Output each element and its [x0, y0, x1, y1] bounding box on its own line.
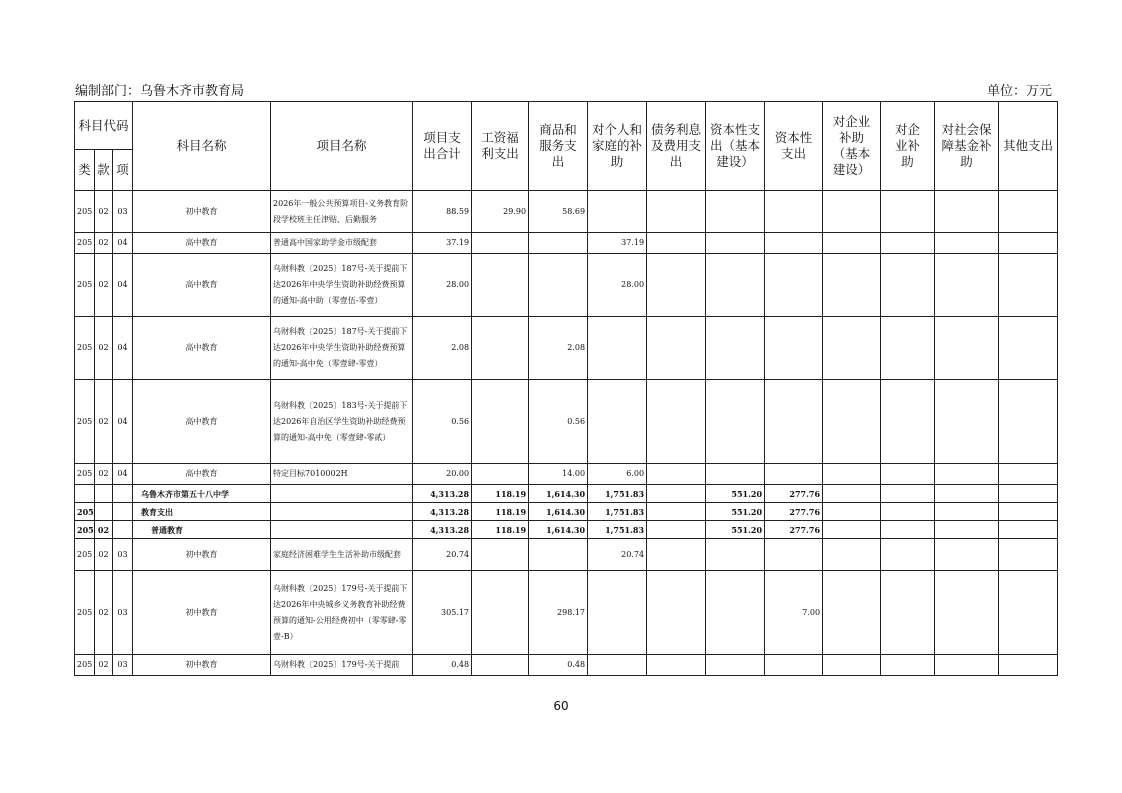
other-header: 其他支出 [999, 102, 1058, 191]
cell-amount-c5 [647, 191, 706, 233]
cell-xiang [113, 503, 133, 521]
cell-amount-c8 [823, 317, 881, 380]
cell-amount-c6 [706, 317, 765, 380]
cell-amount-c5 [647, 521, 706, 539]
cell-amount-c4: 20.74 [588, 539, 647, 571]
cell-amount-c6 [706, 233, 765, 254]
social-security-header: 对社会保障基金补助 [935, 102, 999, 191]
cell-amount-c3: 0.48 [529, 655, 588, 676]
subject-name-header: 科目名称 [133, 102, 271, 191]
cell-xiang: 03 [113, 191, 133, 233]
cell-amount-c10 [935, 571, 999, 655]
cell-amount-c10 [935, 233, 999, 254]
cell-lei: 205 [75, 521, 95, 539]
cell-amount-c4 [588, 317, 647, 380]
cell-lei: 205 [75, 191, 95, 233]
cell-lei: 205 [75, 539, 95, 571]
cell-project-name: 家庭经济困难学生生活补助市级配套 [271, 539, 413, 571]
cell-xiang: 04 [113, 380, 133, 464]
cell-amount-c1: 20.00 [413, 464, 472, 485]
cell-amount-c9 [881, 191, 935, 233]
cell-amount-c11 [999, 191, 1058, 233]
cell-amount-c2: 118.19 [472, 485, 529, 503]
cell-amount-c2 [472, 254, 529, 317]
cell-amount-c1: 0.56 [413, 380, 472, 464]
cell-amount-c11 [999, 380, 1058, 464]
cell-amount-c11 [999, 464, 1058, 485]
cell-subject-name: 普通教育 [133, 521, 271, 539]
capital-construction-header: 资本性支出（基本建设） [706, 102, 765, 191]
kuan-header: 款 [95, 150, 113, 191]
cell-amount-c8 [823, 233, 881, 254]
cell-amount-c3: 2.08 [529, 317, 588, 380]
cell-amount-c3: 1,614.30 [529, 521, 588, 539]
cell-kuan: 02 [95, 380, 113, 464]
cell-amount-c9 [881, 539, 935, 571]
cell-amount-c2: 118.19 [472, 521, 529, 539]
cell-amount-c7 [765, 380, 823, 464]
cell-project-name: 普通高中国家助学金市级配套 [271, 233, 413, 254]
cell-amount-c2 [472, 233, 529, 254]
cell-amount-c7: 277.76 [765, 485, 823, 503]
cell-amount-c10 [935, 539, 999, 571]
cell-amount-c8 [823, 254, 881, 317]
cell-amount-c4: 1,751.83 [588, 521, 647, 539]
cell-amount-c3: 1,614.30 [529, 503, 588, 521]
cell-amount-c11 [999, 571, 1058, 655]
compiling-department: 编制部门：乌鲁木齐市教育局 [75, 84, 245, 99]
cell-amount-c5 [647, 485, 706, 503]
cell-amount-c6: 551.20 [706, 485, 765, 503]
cell-amount-c6 [706, 254, 765, 317]
cell-amount-c8 [823, 655, 881, 676]
cell-amount-c10 [935, 464, 999, 485]
cell-amount-c1: 37.19 [413, 233, 472, 254]
cell-subject-name: 教育支出 [133, 503, 271, 521]
summary-row [75, 521, 1058, 539]
cell-amount-c5 [647, 655, 706, 676]
cell-project-name: 乌财科教〔2025〕183号-关于提前下达2026年自治区学生资助补助经费预算的通知-高中免（零壹肆-零贰） [271, 380, 413, 464]
cell-kuan: 02 [95, 571, 113, 655]
cell-amount-c3: 298.17 [529, 571, 588, 655]
cell-amount-c10 [935, 191, 999, 233]
cell-amount-c9 [881, 464, 935, 485]
cell-amount-c10 [935, 317, 999, 380]
table-row [75, 254, 1058, 317]
cell-amount-c11 [999, 233, 1058, 254]
cell-amount-c8 [823, 539, 881, 571]
cell-amount-c5 [647, 464, 706, 485]
cell-amount-c11 [999, 539, 1058, 571]
cell-project-name: 乌财科教〔2025〕179号-关于提前下达2026年中央城乡义务教育补助经费预算的通知-公用经费初中（零零肆-零壹-B） [271, 571, 413, 655]
cell-subject-name: 高中教育 [133, 464, 271, 485]
cell-amount-c4: 37.19 [588, 233, 647, 254]
cell-project-name: 乌财科教〔2025〕187号-关于提前下达2026年中央学生资助补助经费预算的通知-高中助（零壹伍-零壹） [271, 254, 413, 317]
table-row [75, 571, 1058, 655]
cell-amount-c3: 14.00 [529, 464, 588, 485]
xiang-header: 项 [113, 150, 133, 191]
cell-amount-c9 [881, 254, 935, 317]
cell-project-name [271, 521, 413, 539]
cell-subject-name: 初中教育 [133, 655, 271, 676]
cell-amount-c5 [647, 233, 706, 254]
cell-amount-c9 [881, 521, 935, 539]
table-row [75, 233, 1058, 254]
cell-amount-c11 [999, 317, 1058, 380]
cell-project-name [271, 503, 413, 521]
cell-amount-c4 [588, 655, 647, 676]
project-name-header: 项目名称 [271, 102, 413, 191]
cell-amount-c2: 118.19 [472, 503, 529, 521]
cell-amount-c7 [765, 233, 823, 254]
cell-amount-c8 [823, 191, 881, 233]
cell-amount-c1: 88.59 [413, 191, 472, 233]
cell-amount-c4: 1,751.83 [588, 485, 647, 503]
cell-amount-c7: 7.00 [765, 571, 823, 655]
cell-amount-c4: 1,751.83 [588, 503, 647, 521]
cell-xiang: 04 [113, 464, 133, 485]
cell-amount-c10 [935, 655, 999, 676]
cell-amount-c3 [529, 254, 588, 317]
goods-services-header: 商品和服务支出 [529, 102, 588, 191]
cell-xiang: 04 [113, 317, 133, 380]
cell-amount-c8 [823, 380, 881, 464]
cell-amount-c2 [472, 380, 529, 464]
cell-xiang: 03 [113, 571, 133, 655]
cell-amount-c11 [999, 521, 1058, 539]
cell-project-name: 乌财科教〔2025〕187号-关于提前下达2026年中央学生资助补助经费预算的通知-高中免（零壹肆-零壹） [271, 317, 413, 380]
cell-amount-c2: 29.90 [472, 191, 529, 233]
table-row [75, 317, 1058, 380]
cell-amount-c2 [472, 539, 529, 571]
cell-amount-c11 [999, 485, 1058, 503]
enterprise-subsidy-header: 对企业补助 [881, 102, 935, 191]
cell-amount-c5 [647, 317, 706, 380]
cell-amount-c7: 277.76 [765, 521, 823, 539]
cell-amount-c7 [765, 539, 823, 571]
cell-lei: 205 [75, 464, 95, 485]
cell-amount-c9 [881, 503, 935, 521]
cell-subject-name: 乌鲁木齐市第五十八中学 [133, 485, 271, 503]
debt-interest-header: 债务利息及费用支出 [647, 102, 706, 191]
cell-amount-c6 [706, 655, 765, 676]
cell-project-name: 特定目标7010002H [271, 464, 413, 485]
cell-subject-name: 初中教育 [133, 571, 271, 655]
cell-amount-c9 [881, 485, 935, 503]
cell-kuan: 02 [95, 521, 113, 539]
cell-amount-c7 [765, 191, 823, 233]
cell-amount-c4: 28.00 [588, 254, 647, 317]
cell-amount-c10 [935, 521, 999, 539]
cell-amount-c9 [881, 571, 935, 655]
cell-amount-c1: 4,313.28 [413, 521, 472, 539]
cell-amount-c10 [935, 503, 999, 521]
cell-amount-c9 [881, 317, 935, 380]
cell-amount-c9 [881, 380, 935, 464]
cell-amount-c11 [999, 503, 1058, 521]
table-row [75, 380, 1058, 464]
cell-kuan: 02 [95, 464, 113, 485]
enterprise-construction-header: 对企业补助（基本建设） [823, 102, 881, 191]
budget-table [74, 101, 1058, 676]
cell-project-name [271, 485, 413, 503]
cell-amount-c6 [706, 571, 765, 655]
page-number: 60 [553, 699, 569, 713]
cell-amount-c1: 4,313.28 [413, 503, 472, 521]
cell-amount-c10 [935, 380, 999, 464]
cell-amount-c7 [765, 655, 823, 676]
cell-amount-c6 [706, 539, 765, 571]
cell-amount-c10 [935, 485, 999, 503]
cell-kuan [95, 485, 113, 503]
table-row [75, 655, 1058, 676]
cell-amount-c8 [823, 485, 881, 503]
cell-amount-c2 [472, 571, 529, 655]
summary-row [75, 503, 1058, 521]
total-header: 项目支出合计 [413, 102, 472, 191]
cell-lei: 205 [75, 380, 95, 464]
cell-xiang [113, 521, 133, 539]
cell-amount-c7 [765, 254, 823, 317]
cell-amount-c3: 58.69 [529, 191, 588, 233]
cell-subject-name: 初中教育 [133, 539, 271, 571]
cell-amount-c10 [935, 254, 999, 317]
cell-xiang: 03 [113, 539, 133, 571]
cell-subject-name: 高中教育 [133, 317, 271, 380]
cell-amount-c4 [588, 191, 647, 233]
cell-amount-c7 [765, 464, 823, 485]
cell-amount-c7: 277.76 [765, 503, 823, 521]
cell-kuan: 02 [95, 655, 113, 676]
cell-amount-c5 [647, 571, 706, 655]
cell-amount-c3 [529, 233, 588, 254]
cell-kuan: 02 [95, 539, 113, 571]
cell-amount-c11 [999, 655, 1058, 676]
table-row [75, 191, 1058, 233]
cell-amount-c3 [529, 539, 588, 571]
cell-amount-c9 [881, 233, 935, 254]
cell-amount-c6: 551.20 [706, 503, 765, 521]
cell-amount-c7 [765, 317, 823, 380]
cell-amount-c8 [823, 571, 881, 655]
cell-lei [75, 485, 95, 503]
cell-xiang [113, 485, 133, 503]
cell-amount-c11 [999, 254, 1058, 317]
cell-amount-c1: 4,313.28 [413, 485, 472, 503]
cell-amount-c2 [472, 464, 529, 485]
cell-amount-c8 [823, 521, 881, 539]
cell-subject-name: 高中教育 [133, 233, 271, 254]
cell-amount-c6: 551.20 [706, 521, 765, 539]
cell-kuan [95, 503, 113, 521]
cell-amount-c6 [706, 191, 765, 233]
table-row [75, 464, 1058, 485]
cell-amount-c5 [647, 539, 706, 571]
cell-kuan: 02 [95, 191, 113, 233]
cell-amount-c1: 2.08 [413, 317, 472, 380]
cell-amount-c5 [647, 380, 706, 464]
cell-kuan: 02 [95, 254, 113, 317]
cell-xiang: 04 [113, 254, 133, 317]
cell-amount-c8 [823, 464, 881, 485]
cell-subject-name: 高中教育 [133, 254, 271, 317]
cell-amount-c9 [881, 655, 935, 676]
cell-amount-c6 [706, 464, 765, 485]
cell-amount-c1: 20.74 [413, 539, 472, 571]
cell-project-name: 乌财科教〔2025〕179号-关于提前 [271, 655, 413, 676]
cell-xiang: 03 [113, 655, 133, 676]
cell-amount-c8 [823, 503, 881, 521]
cell-amount-c5 [647, 254, 706, 317]
cell-xiang: 04 [113, 233, 133, 254]
summary-row [75, 485, 1058, 503]
household-subsidy-header: 对个人和家庭的补助 [588, 102, 647, 191]
table-row [75, 539, 1058, 571]
cell-subject-name: 高中教育 [133, 380, 271, 464]
cell-amount-c2 [472, 317, 529, 380]
cell-lei: 205 [75, 233, 95, 254]
unit-label: 单位：万元 [986, 84, 1052, 99]
cell-amount-c1: 28.00 [413, 254, 472, 317]
code-group-header: 科目代码 [75, 102, 133, 150]
wages-header: 工资福利支出 [472, 102, 529, 191]
cell-lei: 205 [75, 254, 95, 317]
cell-lei: 205 [75, 503, 95, 521]
cell-amount-c4: 6.00 [588, 464, 647, 485]
cell-amount-c2 [472, 655, 529, 676]
cell-kuan: 02 [95, 233, 113, 254]
cell-lei: 205 [75, 655, 95, 676]
cell-amount-c3: 0.56 [529, 380, 588, 464]
cell-lei: 205 [75, 317, 95, 380]
cell-amount-c3: 1,614.30 [529, 485, 588, 503]
cell-amount-c6 [706, 380, 765, 464]
cell-amount-c4 [588, 380, 647, 464]
cell-lei: 205 [75, 571, 95, 655]
cell-amount-c5 [647, 503, 706, 521]
cell-amount-c1: 305.17 [413, 571, 472, 655]
cell-project-name: 2026年一般公共预算项目-义务教育阶段学校班主任津贴、后勤服务 [271, 191, 413, 233]
capital-header: 资本性支出 [765, 102, 823, 191]
lei-header: 类 [75, 150, 95, 191]
cell-kuan: 02 [95, 317, 113, 380]
cell-amount-c4 [588, 571, 647, 655]
cell-subject-name: 初中教育 [133, 191, 271, 233]
cell-amount-c1: 0.48 [413, 655, 472, 676]
